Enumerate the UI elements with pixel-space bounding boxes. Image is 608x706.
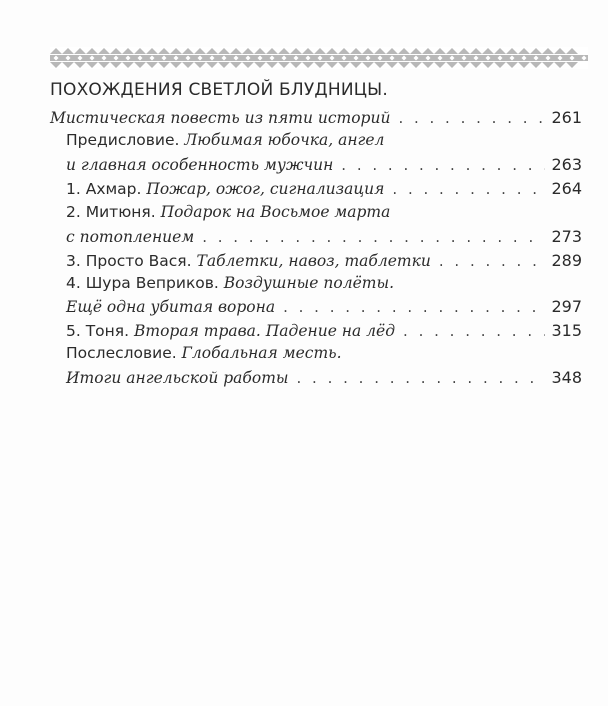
entry-title-continuation: с потоплением: [66, 228, 195, 246]
dot-leader: [398, 109, 545, 127]
page-number: 273: [551, 227, 582, 246]
entry-title: Пожар, ожог, сигнализация: [146, 180, 385, 198]
entry-title: Глобальная месть.: [181, 344, 342, 362]
entry-label: 3. Просто Вася.: [66, 252, 192, 270]
entry-label: 5. Тоня.: [66, 322, 130, 340]
entry-label: 2. Митюня.: [66, 203, 156, 221]
page-number: 263: [551, 155, 582, 174]
dot-leader: [341, 156, 545, 174]
dot-leader: [403, 322, 545, 340]
entry-title: Подарок на Восьмое марта: [160, 203, 391, 221]
toc-entry-4-line1: [66, 274, 582, 298]
toc-entry-5: [66, 321, 582, 345]
page-number: 297: [551, 297, 582, 316]
page-number: 315: [551, 321, 582, 340]
page-number: 289: [551, 251, 582, 270]
page-number: 348: [551, 368, 582, 387]
entry-title-continuation: Ещё одна убитая ворона: [66, 298, 276, 316]
dot-leader: [283, 298, 545, 316]
entry-title: Любимая юбочка, ангел: [184, 131, 385, 149]
section-title: ПОХОЖДЕНИЯ СВЕТЛОЙ БЛУДНИЦЫ.: [50, 80, 388, 100]
toc-entry-preface-line1: [66, 131, 582, 155]
toc-entry-2-line2: [66, 227, 582, 251]
entry-label: Послесловие.: [66, 344, 177, 362]
toc-entry-preface-line2: [66, 155, 582, 179]
page-number: 261: [551, 108, 582, 127]
entry-title: Вторая трава. Падение на лёд: [134, 322, 396, 340]
entry-label: 4. Шура Веприков.: [66, 274, 219, 292]
toc-entry-1: [66, 179, 582, 203]
dot-leader: [297, 369, 546, 387]
entry-label: Предисловие.: [66, 131, 180, 149]
page-number: 264: [551, 179, 582, 198]
toc-entry-2-line1: [66, 203, 582, 227]
entry-title: Таблетки, навоз, таблетки: [196, 252, 431, 270]
toc-entry-afterword-line2: [66, 368, 582, 392]
toc-entry-afterword-line1: [66, 344, 582, 368]
entry-title: Воздушные полёты.: [223, 274, 395, 292]
toc-entry-3: [66, 251, 582, 275]
toc-entry-4-line2: [66, 297, 582, 321]
dot-leader: [439, 252, 546, 270]
entry-label: 1. Ахмар.: [66, 180, 142, 198]
toc-subtitle-line: [50, 108, 582, 132]
entry-title-continuation: Итоги ангельской работы: [66, 369, 289, 387]
dot-leader: [392, 180, 545, 198]
subtitle-text: Мистическая повесть из пяти историй: [50, 109, 391, 127]
entry-title-continuation: и главная особенность мужчин: [66, 156, 334, 174]
dot-leader: [202, 228, 545, 246]
